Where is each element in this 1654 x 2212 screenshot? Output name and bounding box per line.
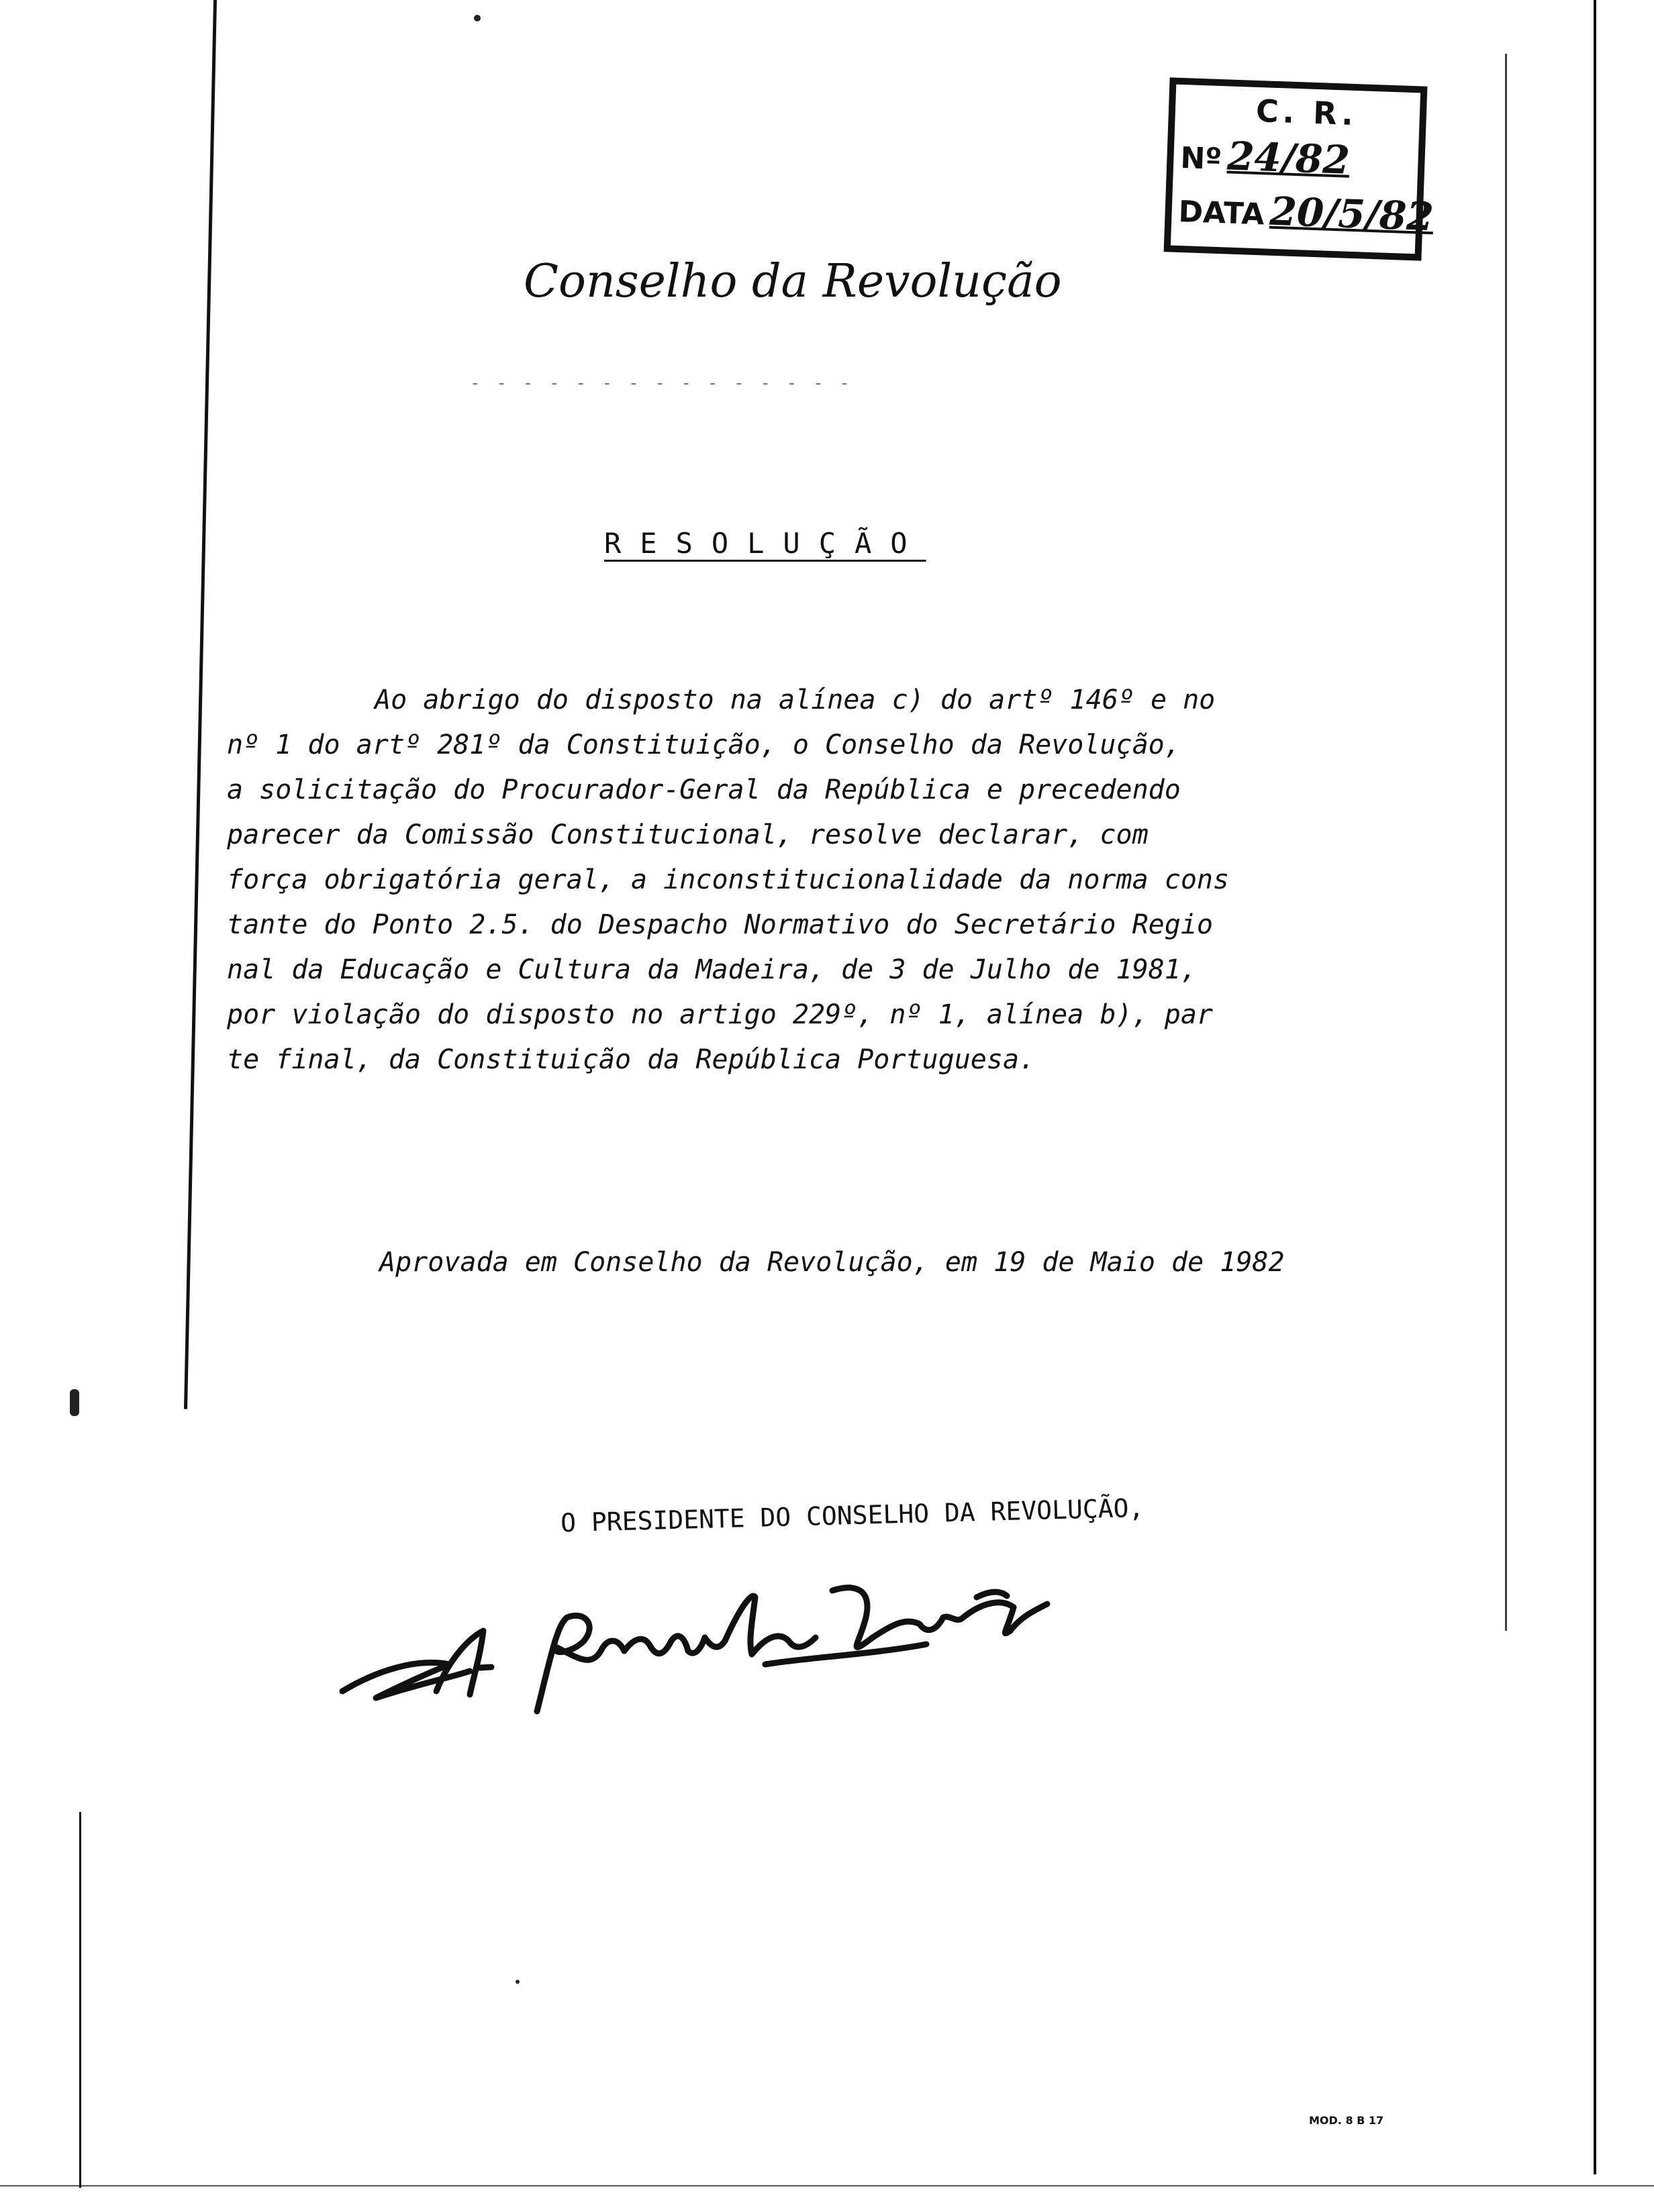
body-line: nal da Educação e Cultura da Madeira, de 3 de Julho de 1981, [227, 954, 1197, 985]
signatory-title: O PRESIDENTE DO CONSELHO DA REVOLUÇÃO, [560, 1493, 1145, 1538]
approval-statement: Aprovada em Conselho da Revolução, em 19 de Maio de 1982 [379, 1247, 1285, 1278]
body-line: te final, da Constituição da República Portuguesa. [227, 1044, 1036, 1075]
scan-edge-left-lower [79, 1812, 81, 2188]
stamp-number-row [1179, 132, 1350, 183]
stamp-org: C. R. [1255, 92, 1358, 133]
body-line: parecer da Comissão Constitucional, resolve declarar, com [227, 819, 1149, 850]
form-code: MOD. 8 B 17 [1309, 2114, 1384, 2127]
faint-illegible-line: - - - - - - - - - - - - - - - [470, 373, 853, 393]
scan-edge-right-inner [1505, 54, 1507, 1631]
stamp-date-label: DATA [1177, 194, 1265, 232]
body-line: Ao abrigo do disposto na alínea c) do artº 146º e no [375, 685, 1216, 715]
registration-stamp [1164, 77, 1434, 260]
scan-edge-left [184, 0, 217, 1409]
scan-edge-bottom [0, 2185, 1654, 2186]
body-line: força obrigatória geral, a inconstitucionalidade da norma cons [227, 864, 1230, 895]
document-heading: RESOLUÇÃO [604, 527, 926, 560]
president-signature [336, 1523, 1329, 1745]
scan-edge-right [1594, 0, 1596, 2174]
resolution-body [227, 678, 1381, 1083]
scan-speck [474, 15, 481, 21]
body-line: nº 1 do artº 281º da Constituição, o Conselho da Revolução, [227, 730, 1181, 760]
letterhead: Conselho da Revolução [524, 255, 1062, 308]
stamp-date-row [1178, 185, 1434, 240]
body-line: tante do Ponto 2.5. do Despacho Normativo do Secretário Regio [227, 909, 1214, 940]
stamp-number-label: Nº [1179, 141, 1222, 177]
scan-speck [70, 1389, 79, 1416]
body-line: a solicitação do Procurador-Geral da República e precedendo [227, 774, 1181, 805]
stamp-date-value: 20/5/82 [1269, 188, 1434, 240]
scan-speck [516, 1980, 520, 1984]
stamp-number-value: 24/82 [1226, 133, 1351, 183]
body-line: por violação do disposto no artigo 229º, nº 1, alínea b), par [227, 999, 1214, 1030]
